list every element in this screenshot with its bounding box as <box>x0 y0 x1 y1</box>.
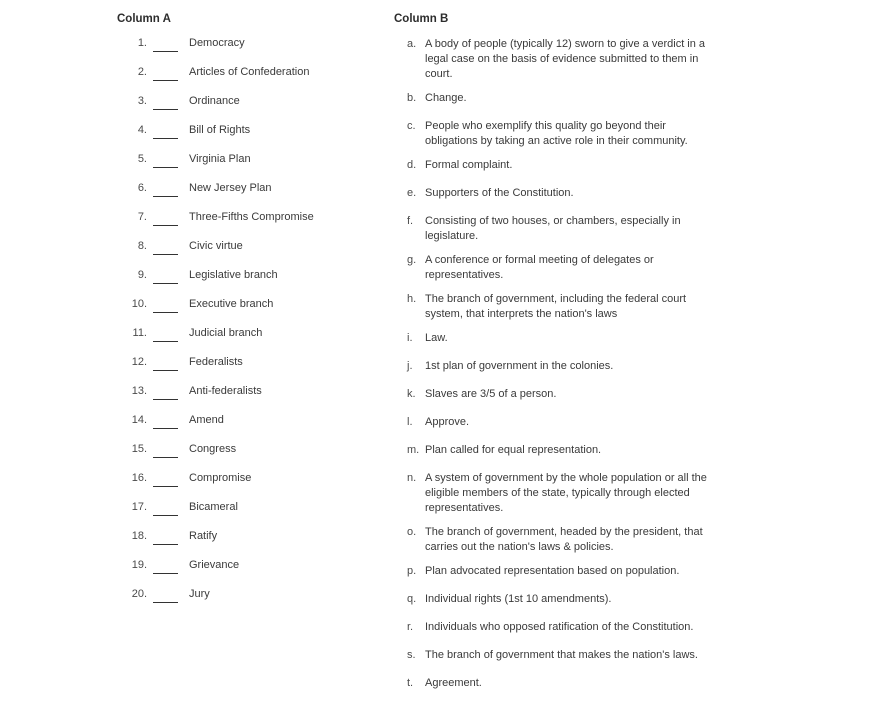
term-label: Amend <box>189 414 224 426</box>
column-a-list <box>117 37 377 617</box>
answer-blank[interactable] <box>153 486 178 487</box>
term-label: Jury <box>189 588 210 600</box>
term-label: Articles of Confederation <box>189 66 310 78</box>
definition-text: Agreement. <box>425 677 482 689</box>
definition-letter: f. <box>407 215 414 227</box>
definition-text: 1st plan of government in the colonies. <box>425 360 614 372</box>
definition-text: Individual rights (1st 10 amendments). <box>425 593 612 605</box>
term-row <box>117 269 377 298</box>
definition-row <box>394 564 724 579</box>
definition-text: The branch of government, including the federal court system, that interprets the nation's laws <box>425 293 687 320</box>
definition-row <box>394 119 724 149</box>
answer-blank[interactable] <box>153 457 178 458</box>
term-label: Executive branch <box>189 298 274 310</box>
term-label: Anti-federalists <box>189 385 262 397</box>
term-row <box>117 414 377 443</box>
term-row <box>117 501 377 530</box>
term-row <box>117 124 377 153</box>
answer-blank[interactable] <box>153 544 178 545</box>
term-row <box>117 37 377 66</box>
definition-letter: e. <box>407 187 417 199</box>
term-number: 3. <box>137 95 147 107</box>
term-number: 8. <box>137 240 147 252</box>
term-number: 4. <box>137 124 147 136</box>
definition-text: The branch of government, headed by the president, that carries out the nation's laws & policies. <box>425 526 703 553</box>
term-row <box>117 588 377 617</box>
term-row <box>117 443 377 472</box>
term-label: Judicial branch <box>189 327 263 339</box>
definition-letter: k. <box>407 388 416 400</box>
term-row <box>117 66 377 95</box>
answer-blank[interactable] <box>153 428 178 429</box>
term-number: 12. <box>131 356 147 368</box>
term-number: 7. <box>137 211 147 223</box>
definition-text: Plan called for equal representation. <box>425 444 602 456</box>
term-number: 11. <box>132 327 147 339</box>
definition-letter: a. <box>407 38 417 50</box>
term-label: Ratify <box>189 530 218 542</box>
term-label: Federalists <box>189 356 243 368</box>
term-number: 17. <box>131 501 147 513</box>
column-a-heading: Column A <box>117 13 171 25</box>
definition-text: The branch of government that makes the nation's laws. <box>425 649 698 661</box>
answer-blank[interactable] <box>153 109 178 110</box>
column-b-heading: Column B <box>394 13 449 25</box>
definition-row <box>394 186 724 201</box>
definition-text: People who exemplify this quality go beyond their obligations by taking an active role in their community. <box>425 120 688 147</box>
term-row <box>117 211 377 240</box>
term-number: 19. <box>131 559 147 571</box>
term-number: 2. <box>137 66 147 78</box>
answer-blank[interactable] <box>153 167 178 168</box>
term-number: 16. <box>131 472 147 484</box>
definition-text: A system of government by the whole population or all the eligible members of the state, typically through elected representatives. <box>425 472 707 514</box>
definition-letter: m. <box>407 444 420 456</box>
definition-text: Plan advocated representation based on population. <box>425 565 680 577</box>
answer-blank[interactable] <box>153 341 178 342</box>
answer-blank[interactable] <box>153 573 178 574</box>
term-number: 1. <box>137 37 147 49</box>
term-row <box>117 153 377 182</box>
definition-text: Law. <box>425 332 448 344</box>
term-number: 18. <box>131 530 147 542</box>
term-label: Bill of Rights <box>189 124 251 136</box>
definition-letter: t. <box>407 677 414 689</box>
definition-row <box>394 253 724 283</box>
term-number: 6. <box>137 182 147 194</box>
term-number: 10. <box>131 298 147 310</box>
definition-row <box>394 91 724 106</box>
definition-row <box>394 214 724 244</box>
term-label: Three-Fifths Compromise <box>189 211 314 223</box>
term-row <box>117 298 377 327</box>
definition-letter: q. <box>407 593 417 605</box>
term-number: 15. <box>131 443 147 455</box>
answer-blank[interactable] <box>153 602 178 603</box>
definition-letter: p. <box>407 565 417 577</box>
answer-blank[interactable] <box>153 51 178 52</box>
definition-text: Supporters of the Constitution. <box>425 187 574 199</box>
definition-row <box>394 443 724 458</box>
answer-blank[interactable] <box>153 138 178 139</box>
answer-blank[interactable] <box>153 370 178 371</box>
definition-text: Approve. <box>425 416 470 428</box>
definition-text: Consisting of two houses, or chambers, especially in legislature. <box>425 215 681 242</box>
term-row <box>117 472 377 501</box>
term-row <box>117 95 377 124</box>
answer-blank[interactable] <box>153 80 178 81</box>
term-row <box>117 240 377 269</box>
definition-row <box>394 292 724 322</box>
answer-blank[interactable] <box>153 283 178 284</box>
term-number: 14. <box>131 414 147 426</box>
definition-letter: c. <box>407 120 416 132</box>
definition-letter: l. <box>407 416 413 428</box>
definition-letter: h. <box>407 293 417 305</box>
term-row <box>117 530 377 559</box>
definition-text: Individuals who opposed ratification of the Constitution. <box>425 621 694 633</box>
answer-blank[interactable] <box>153 515 178 516</box>
column-b-list <box>394 37 724 704</box>
definition-letter: j. <box>407 360 413 372</box>
term-label: Ordinance <box>189 95 240 107</box>
term-row <box>117 385 377 414</box>
term-label: Grievance <box>189 559 240 571</box>
answer-blank[interactable] <box>153 312 178 313</box>
definition-text: A conference or formal meeting of delegates or representatives. <box>425 254 654 281</box>
answer-blank[interactable] <box>153 225 178 226</box>
definition-row <box>394 592 724 607</box>
definition-text: Slaves are 3/5 of a person. <box>425 388 557 400</box>
definition-row <box>394 37 724 82</box>
term-number: 13. <box>131 385 147 397</box>
term-label: Virginia Plan <box>189 153 251 165</box>
term-label: New Jersey Plan <box>189 182 272 194</box>
definition-letter: n. <box>407 472 417 484</box>
term-label: Civic virtue <box>189 240 243 252</box>
term-number: 9. <box>137 269 147 281</box>
definition-row <box>394 620 724 635</box>
definition-row <box>394 676 724 691</box>
definition-row <box>394 158 724 173</box>
definition-text: A body of people (typically 12) sworn to give a verdict in a legal case on the basis of evidence submitted to them in court. <box>425 38 706 80</box>
definition-row <box>394 359 724 374</box>
definition-row <box>394 648 724 663</box>
definition-row <box>394 471 724 516</box>
term-row <box>117 182 377 211</box>
answer-blank[interactable] <box>153 196 178 197</box>
definition-letter: b. <box>407 92 417 104</box>
term-label: Compromise <box>189 472 252 484</box>
term-row <box>117 559 377 588</box>
term-label: Congress <box>189 443 237 455</box>
definition-text: Change. <box>425 92 467 104</box>
answer-blank[interactable] <box>153 254 178 255</box>
definition-letter: g. <box>407 254 417 266</box>
term-number: 20. <box>131 588 147 600</box>
term-row <box>117 356 377 385</box>
definition-text: Formal complaint. <box>425 159 513 171</box>
definition-letter: s. <box>407 649 416 661</box>
answer-blank[interactable] <box>153 399 178 400</box>
term-label: Democracy <box>189 37 245 49</box>
term-label: Bicameral <box>189 501 238 513</box>
definition-letter: o. <box>407 526 417 538</box>
definition-row <box>394 415 724 430</box>
definition-letter: d. <box>407 159 417 171</box>
definition-row <box>394 387 724 402</box>
term-label: Legislative branch <box>189 269 278 281</box>
term-row <box>117 327 377 356</box>
definition-row <box>394 331 724 346</box>
definition-row <box>394 525 724 555</box>
definition-letter: i. <box>407 332 413 344</box>
term-number: 5. <box>137 153 147 165</box>
definition-letter: r. <box>407 621 414 633</box>
